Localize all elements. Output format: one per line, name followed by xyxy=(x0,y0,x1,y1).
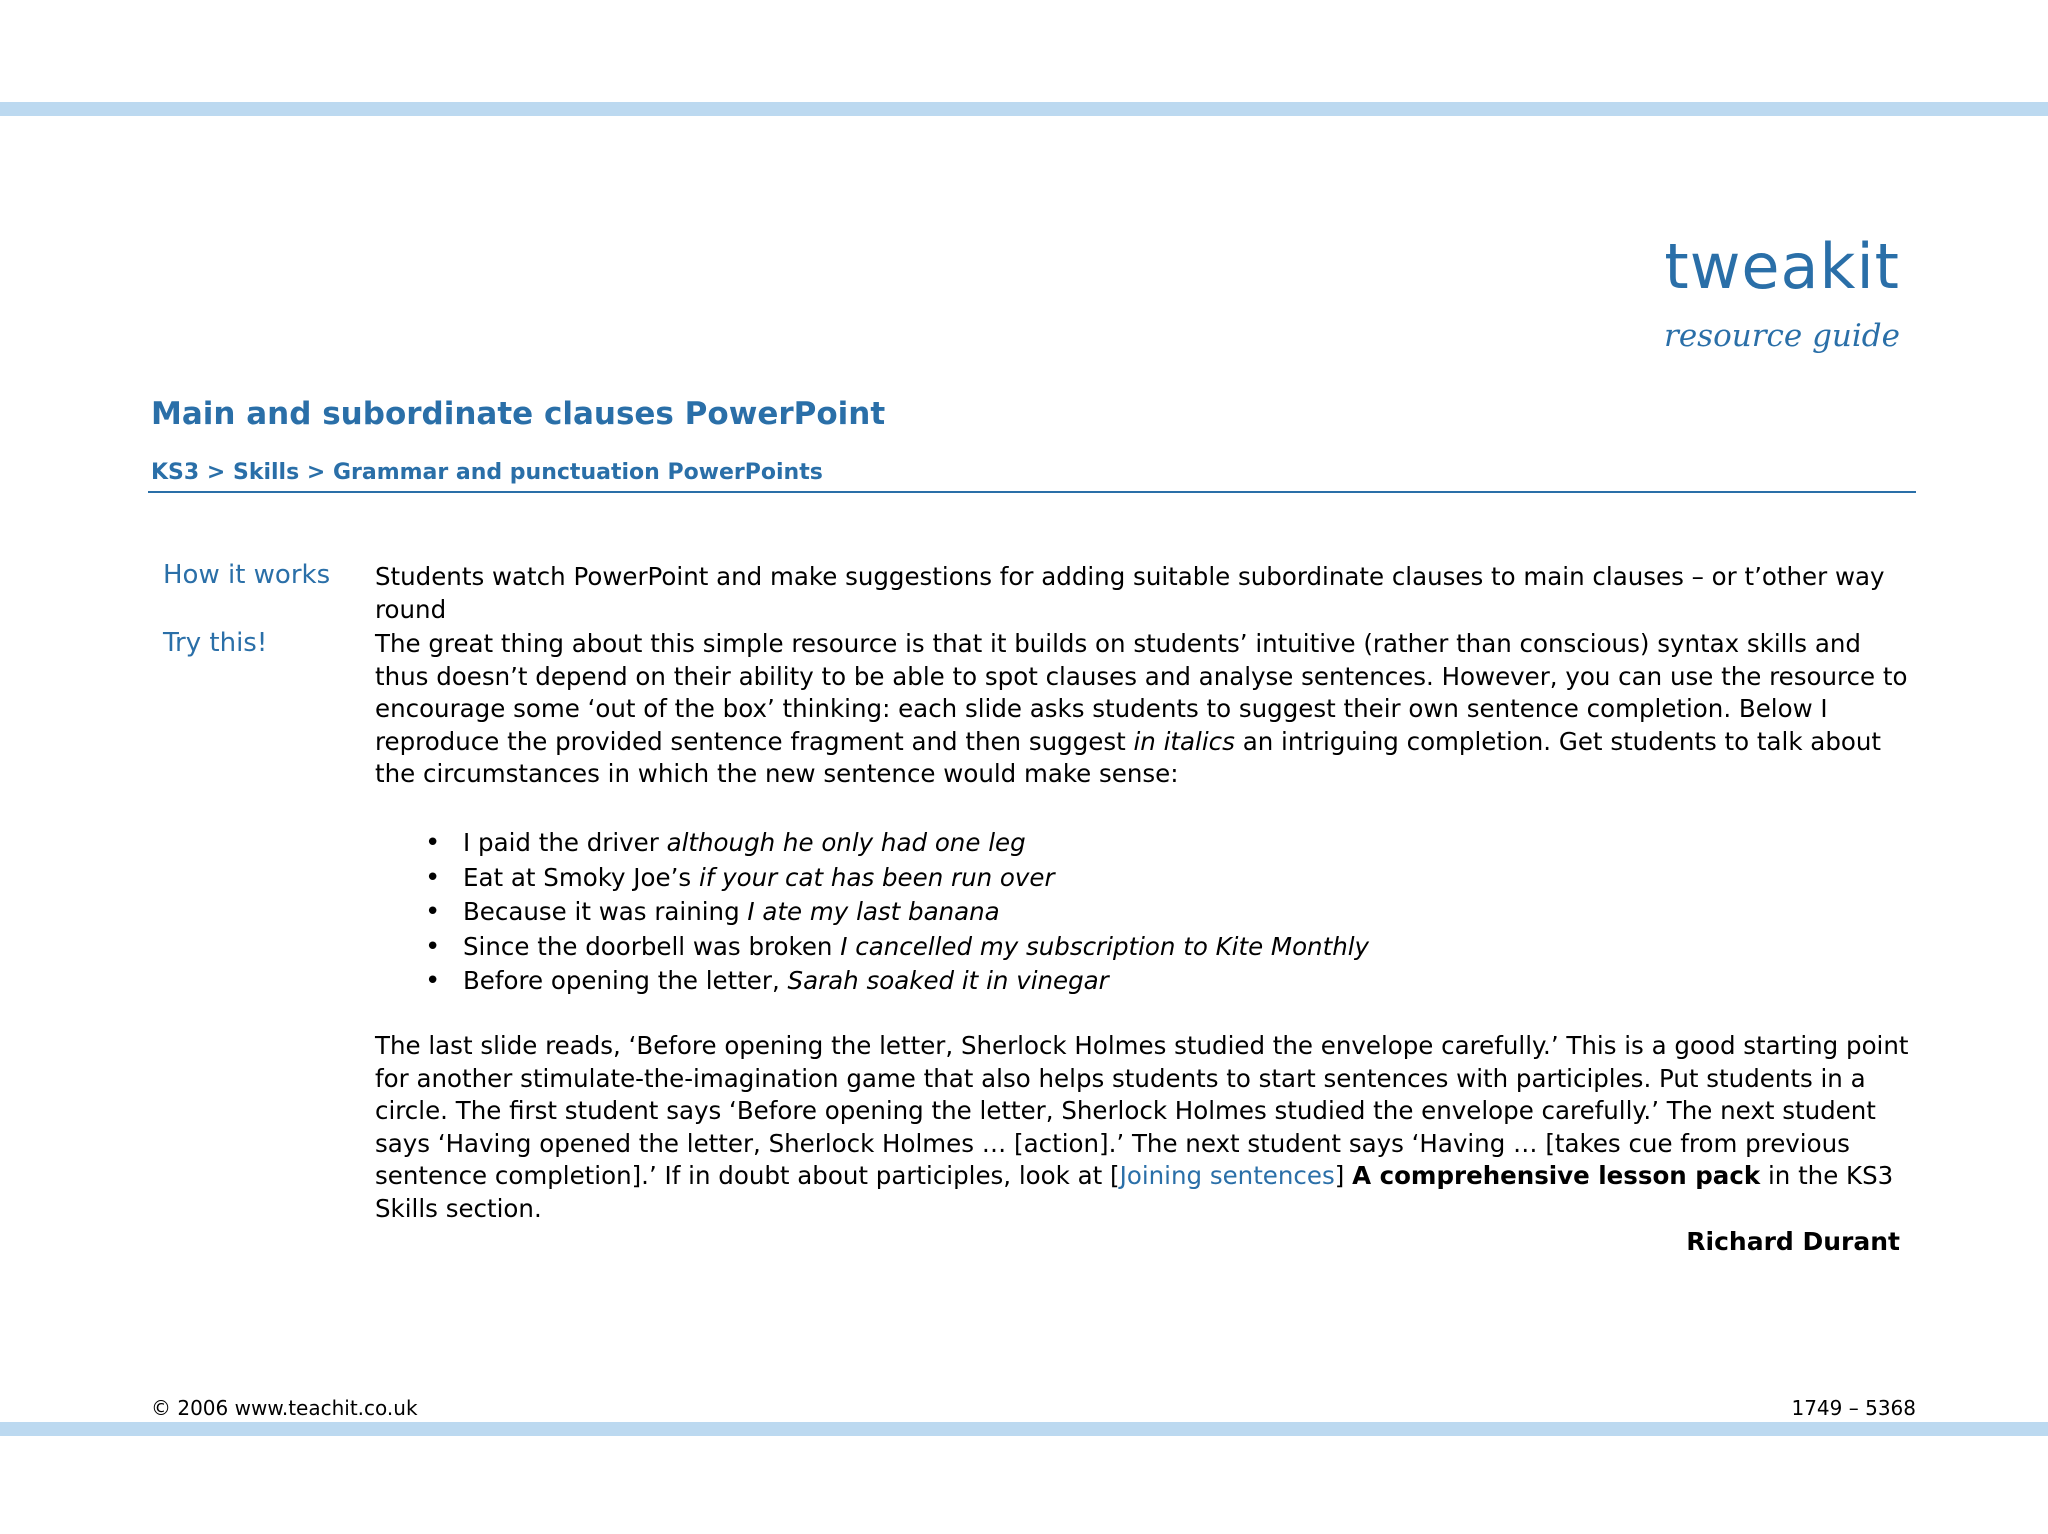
page-title: Main and subordinate clauses PowerPoint xyxy=(151,396,886,432)
breadcrumb-item-grammar: Grammar and punctuation PowerPoints xyxy=(332,460,823,485)
example-list xyxy=(425,826,1369,999)
example-start: I paid the driver xyxy=(463,828,667,857)
example-start: Before opening the letter, xyxy=(463,966,788,995)
footer-copyright: © 2006 www.teachit.co.uk xyxy=(151,1396,418,1420)
example-completion: if your cat has been run over xyxy=(698,862,1055,892)
brand-name: tweakit xyxy=(1664,230,1900,303)
example-start: Because it was raining xyxy=(463,897,748,926)
try-text-part: The great thing about this simple resource is that it builds on students’ intuitive (rather than conscious) syntax skills and thus doesn’t depend on their ability to be able to spot clauses and analyse sentences. However, you can use the resource to encourage some ‘out of the box’ thinking: each slide asks students to suggest their own sentence completion. Below I reproduce the provided sentence fragment and then suggest xyxy=(375,629,1908,756)
last-slide-paragraph xyxy=(375,1030,1915,1225)
paragraph-text: The last slide reads, ‘Before opening the letter, Sherlock Holmes studied the envelope carefully.’ This is a good starting point for another stimulate-the-imagination game that also helps students to start sentences with participles. Put students in a circle. The first student says ‘Before opening the letter, Sherlock Holmes studied the envelope carefully.’ The next student says ‘Having opened the letter, Sherlock Holmes … [action].’ The next student says ‘Having … [takes cue from previous sentence completion].’ If in doubt about participles, look at [ xyxy=(375,1031,1909,1190)
bottom-band xyxy=(0,1422,2048,1436)
breadcrumb-separator: > xyxy=(299,460,333,485)
list-item xyxy=(425,895,1369,930)
lesson-pack-title: A comprehensive lesson pack xyxy=(1352,1161,1761,1190)
try-text-part: an intriguing completion. Get students to talk about the circumstances in which the new sentence would make sense: xyxy=(375,726,1881,788)
paragraph-text: in the KS3 Skills section. xyxy=(375,1161,1894,1223)
example-start: Eat at Smoky Joe’s xyxy=(463,862,699,892)
joining-sentences-link[interactable]: Joining sentences xyxy=(1119,1161,1335,1190)
top-band xyxy=(0,102,2048,116)
breadcrumb-item-skills: Skills xyxy=(232,460,300,485)
how-it-works-text: Students watch PowerPoint and make suggestions for adding suitable subordinate clauses to main clauses – or t’other way round xyxy=(375,562,1885,624)
breadcrumb-item-ks3: KS3 xyxy=(151,460,200,485)
title-divider xyxy=(148,491,1916,493)
paragraph-text: ] xyxy=(1334,1161,1353,1190)
example-start: Since the doorbell was broken xyxy=(463,931,841,961)
example-completion: I cancelled my subscription to Kite Monthly xyxy=(840,931,1370,961)
breadcrumb-separator: > xyxy=(199,460,233,485)
list-item xyxy=(425,826,1369,861)
try-this-text xyxy=(375,628,1915,791)
author-name: Richard Durant xyxy=(1686,1227,1900,1256)
example-completion: although he only had one leg xyxy=(666,828,1026,857)
list-item xyxy=(425,861,1369,896)
footer-resource-code: 1749 – 5368 xyxy=(1791,1396,1916,1420)
try-this-label: Try this! xyxy=(163,628,268,658)
how-it-works-label: How it works xyxy=(163,560,331,590)
list-item xyxy=(425,930,1369,965)
brand-block xyxy=(1664,232,1900,354)
list-item xyxy=(425,964,1369,999)
example-completion: I ate my last banana xyxy=(747,897,1000,926)
example-completion: Sarah soaked it in vinegar xyxy=(787,966,1109,995)
try-text-italic: in italics xyxy=(1133,726,1235,756)
breadcrumb xyxy=(151,460,823,485)
brand-subtitle: resource guide xyxy=(1664,318,1900,354)
